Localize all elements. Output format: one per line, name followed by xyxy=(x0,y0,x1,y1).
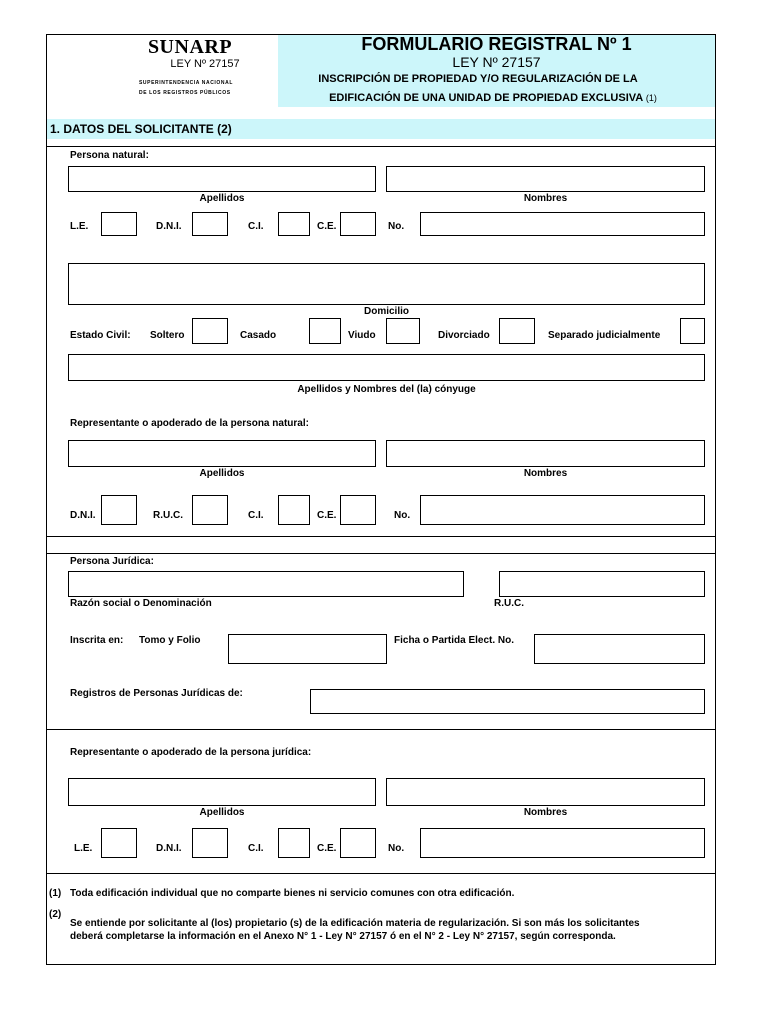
rep-juridica-no-label: No. xyxy=(388,843,405,854)
divorciado-checkbox[interactable] xyxy=(499,318,535,344)
natural-apellidos-caption: Apellidos xyxy=(199,193,245,204)
rep-juridica-ci-checkbox[interactable] xyxy=(278,828,310,858)
natural-ce-checkbox[interactable] xyxy=(340,212,376,236)
rep-juridica-dni-label: D.N.I. xyxy=(156,843,182,854)
juridica-ruc-field[interactable] xyxy=(499,571,705,597)
juridica-heading: Persona Jurídica: xyxy=(70,556,154,567)
tomo-folio-label: Tomo y Folio xyxy=(139,635,201,646)
natural-ce-label: C.E. xyxy=(317,221,337,232)
rep-natural-ruc-label: R.U.C. xyxy=(153,510,183,521)
section-1-title: 1. DATOS DEL SOLICITANTE (2) xyxy=(50,122,232,136)
rep-natural-ce-label: C.E. xyxy=(317,510,337,521)
divorciado-label: Divorciado xyxy=(438,330,490,341)
sunarp-logo xyxy=(120,36,260,71)
viudo-label: Viudo xyxy=(348,330,376,341)
rep-natural-ruc-checkbox[interactable] xyxy=(192,495,228,525)
divider xyxy=(47,553,715,554)
rep-juridica-le-checkbox[interactable] xyxy=(101,828,137,858)
rep-juridica-doc-number-field[interactable] xyxy=(420,828,705,858)
rep-natural-ce-checkbox[interactable] xyxy=(340,495,376,525)
title-law: LEY Nº 27157 xyxy=(452,54,541,70)
logo-text: SUNARP xyxy=(147,36,233,58)
subtitle-2-text: EDIFICACIÓN DE UNA UNIDAD DE PROPIEDAD EXCLUSIVA xyxy=(329,92,643,104)
registros-label: Registros de Personas Jurídicas de: xyxy=(70,688,243,699)
natural-ci-checkbox[interactable] xyxy=(278,212,310,236)
casado-checkbox[interactable] xyxy=(309,318,341,344)
rep-natural-doc-number-field[interactable] xyxy=(420,495,705,525)
tomo-folio-field[interactable] xyxy=(228,634,387,664)
title-subtitle-2 xyxy=(278,92,708,105)
rep-juridica-le-label: L.E. xyxy=(74,843,93,854)
separado-checkbox[interactable] xyxy=(680,318,705,344)
natural-domicilio-caption: Domicilio xyxy=(363,306,409,317)
divider xyxy=(47,146,715,147)
title-subtitle-1: INSCRIPCIÓN DE PROPIEDAD Y/O REGULARIZACIÓN DE LA xyxy=(318,73,638,85)
note-2-line-2: deberá completarse la información en el Anexo N° 1 - Ley N° 27157 ó en el N° 2 - Ley N° 27157, según corresponda. xyxy=(70,931,616,942)
inscrita-label: Inscrita en: xyxy=(70,635,124,646)
rep-natural-nombres-caption: Nombres xyxy=(523,468,568,479)
estado-civil-label: Estado Civil: xyxy=(70,330,131,341)
registros-field[interactable] xyxy=(310,689,705,714)
rep-juridica-ci-label: C.I. xyxy=(248,843,264,854)
rep-natural-heading: Representante o apoderado de la persona natural: xyxy=(70,418,309,429)
rep-juridica-heading: Representante o apoderado de la persona jurídica: xyxy=(70,747,312,758)
rep-natural-no-label: No. xyxy=(394,510,411,521)
natural-domicilio-field[interactable] xyxy=(68,263,705,305)
ficha-field[interactable] xyxy=(534,634,705,664)
note-2-mark: (2) xyxy=(49,909,62,920)
note-1-mark: (1) xyxy=(49,888,62,899)
note-2-line-1: Se entiende por solicitante al (los) propietario (s) de la edificación materia de regularización. Si son más los solicitantes xyxy=(70,918,640,929)
razon-social-caption: Razón social o Denominación xyxy=(70,598,212,609)
natural-doc-number-field[interactable] xyxy=(420,212,705,236)
rep-juridica-apellidos-caption: Apellidos xyxy=(199,807,245,818)
natural-dni-checkbox[interactable] xyxy=(192,212,228,236)
divider xyxy=(47,536,715,537)
rep-natural-nombres-field[interactable] xyxy=(386,440,705,467)
natural-heading: Persona natural: xyxy=(70,150,149,161)
viudo-checkbox[interactable] xyxy=(386,318,420,344)
rep-natural-dni-label: D.N.I. xyxy=(70,510,96,521)
rep-natural-apellidos-caption: Apellidos xyxy=(199,468,245,479)
conyuge-field[interactable] xyxy=(68,354,705,381)
rep-juridica-dni-checkbox[interactable] xyxy=(192,828,228,858)
rep-natural-apellidos-field[interactable] xyxy=(68,440,376,467)
rep-juridica-ce-checkbox[interactable] xyxy=(340,828,376,858)
razon-social-field[interactable] xyxy=(68,571,464,597)
natural-ci-label: C.I. xyxy=(248,221,264,232)
soltero-checkbox[interactable] xyxy=(192,318,228,344)
natural-dni-label: D.N.I. xyxy=(156,221,182,232)
note-1-text: Toda edificación individual que no comparte bienes ni servicio comunes con otra edificación. xyxy=(70,888,515,899)
logo-law: LEY Nº 27157 xyxy=(170,58,240,70)
rep-juridica-nombres-field[interactable] xyxy=(386,778,705,806)
rep-natural-dni-checkbox[interactable] xyxy=(101,495,137,525)
natural-nombres-field[interactable] xyxy=(386,166,705,192)
natural-le-checkbox[interactable] xyxy=(101,212,137,236)
rep-juridica-nombres-caption: Nombres xyxy=(523,807,568,818)
soltero-label: Soltero xyxy=(150,330,185,341)
rep-juridica-apellidos-field[interactable] xyxy=(68,778,376,806)
subtitle-2-note: (1) xyxy=(645,93,657,103)
natural-apellidos-field[interactable] xyxy=(68,166,376,192)
logo-sub1: SUPERINTENDENCIA NACIONAL xyxy=(139,80,233,86)
separado-label: Separado judicialmente xyxy=(548,330,661,341)
conyuge-caption: Apellidos y Nombres del (la) cónyuge xyxy=(297,384,476,395)
natural-le-label: L.E. xyxy=(70,221,89,232)
page-title: FORMULARIO REGISTRAL Nº 1 xyxy=(361,34,632,54)
divider xyxy=(47,873,715,874)
natural-nombres-caption: Nombres xyxy=(523,193,568,204)
natural-no-label: No. xyxy=(388,221,405,232)
rep-natural-ci-checkbox[interactable] xyxy=(278,495,310,525)
divider xyxy=(47,729,715,730)
logo-sub2: DE LOS REGISTROS PÚBLICOS xyxy=(139,90,231,96)
casado-label: Casado xyxy=(240,330,277,341)
ficha-label: Ficha o Partida Elect. No. xyxy=(394,635,515,646)
rep-juridica-ce-label: C.E. xyxy=(317,843,337,854)
juridica-ruc-caption: R.U.C. xyxy=(494,598,524,609)
rep-natural-ci-label: C.I. xyxy=(248,510,264,521)
